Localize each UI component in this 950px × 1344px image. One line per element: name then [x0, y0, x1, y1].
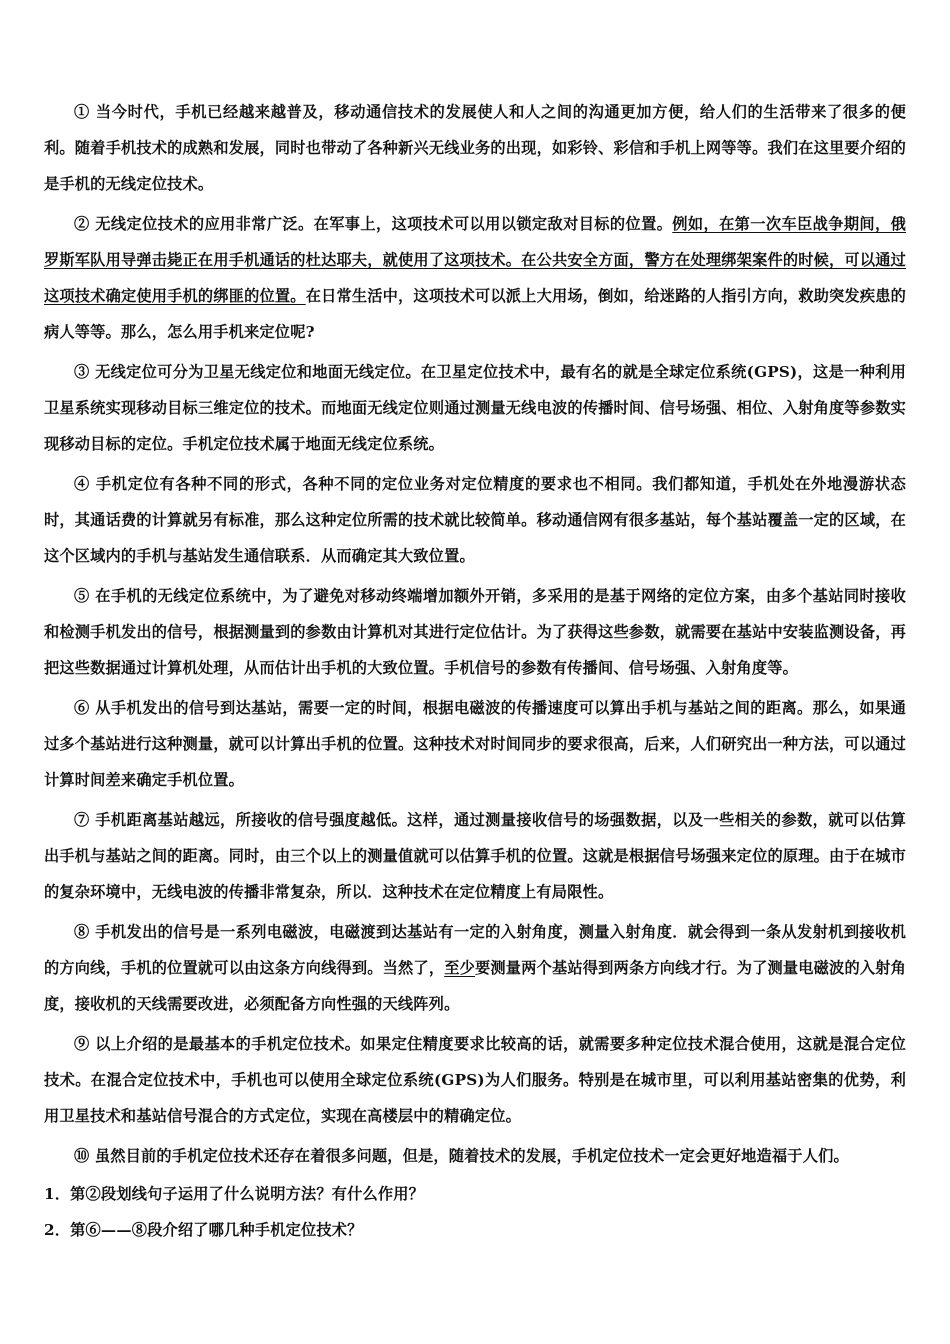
- paragraph-2-underlined-sentence: 例如，在第一次车臣战争期间，俄罗斯军队用导弹击毙正在用手机通话的杜达耶夫，就使用了这项技术。在公共安全方面，警方在处理绑架案件的时候，可以通过这项技术确定使用手机的绑匪的位置。: [44, 215, 907, 305]
- paragraph-4: ④ 手机定位有各种不同的形式，各种不同的定位业务对定位精度的要求也不相同。我们都知道，手机处在外地漫游状态时，其通话费的计算就另有标准，那么这种定位所需的技术就比较简单。移动通信网有很多基站，每个基站覆盖一定的区域，在这个区域内的手机与基站发生通信联系．从而确定其大致位置。: [44, 475, 906, 565]
- question-2: 2．第⑥——⑧段介绍了哪几种手机定位技术？: [44, 1221, 363, 1239]
- paragraph-8: [44, 914, 906, 1022]
- paragraph-10: ⑩ 虽然目前的手机定位技术还存在着很多问题，但是，随着技术的发展，手机定位技术一定会更好地造福于人们。: [74, 1147, 849, 1165]
- question-1: 1．第②段划线句子运用了什么说明方法？有什么作用？: [44, 1185, 425, 1203]
- paragraph-2: [44, 206, 906, 350]
- paragraph-5: ⑤ 在手机的无线定位系统中，为了避免对移动终端增加额外开销，多采用的是基于网络的定位方案，由多个基站同时接收和检测手机发出的信号，根据测量到的参数由计算机对其进行定位估计。为了获得这些参数，就需要在基站中安装监测设备，再把这些数据通过计算机处理，从而估计出手机的大致位置。手机信号的参数有传播间、信号场强、入射角度等。: [44, 587, 906, 677]
- paragraph-2-text-b: 在日常生活中，这项技术可以派上大用场，倒如，给迷路的人指引方向，救助突发疾患的病人等等。那么，怎么用手机来定位呢?: [44, 287, 906, 341]
- paragraph-1: ① 当今时代，手机已经越来越普及，移动通信技术的发展使人和人之间的沟通更加方便，给人们的生活带来了很多的便利。随着手机技术的成熟和发展，同时也带动了各种新兴无线业务的出现，如彩铃、彩信和手机上网等等。我们在这里要介绍的是手机的无线定位技术。: [44, 103, 906, 193]
- paragraph-7: ⑦ 手机距离基站越远，所接收的信号强度越低。这样，通过测量接收信号的场强数据，以及一些相关的参数，就可以估算出手机与基站之间的距离。同时，由三个以上的测量值就可以估算手机的位置。这就是根据信号场强来定位的原理。由于在城市的复杂环境中，无线电波的传播非常复杂，所以．这种技术在定位精度上有局限性。: [44, 811, 906, 901]
- paragraph-8-text-a: ⑧ 手机发出的信号是一系列电磁波，电磁渡到达基站有一定的入射角度，测量入射角度．就会得到一条从发射机到接收机的方向线，手机的位置就可以由这条方向线得到。当然了，: [44, 923, 906, 977]
- paragraph-2-text-a: ② 无线定位技术的应用非常广泛。在军事上，这项技术可以用以锁定敌对目标的位置。: [74, 215, 673, 233]
- paragraph-3: ③ 无线定位可分为卫星无线定位和地面无线定位。在卫星定位技术中，最有名的就是全球定位系统(GPS)，这是一种利用卫星系统实现移动目标三维定位的技术。而地面无线定位则通过测量无线电波的传播时间、信号场强、相位、入射角度等参数实现移动目标的定位。手机定位技术属于地面无线定位系统。: [44, 363, 906, 453]
- paragraph-9: ⑨ 以上介绍的是最基本的手机定位技术。如果定住精度要求比较高的话，就需要多种定位技术混合使用，这就是混合定位技术。在混合定位技术中，手机也可以使用全球定位系统(GPS)为人们服务。特别是在城市里，可以利用基站密集的优势，利用卫星技术和基站信号混合的方式定位，实现在高楼层中的精确定位。: [44, 1035, 906, 1125]
- paragraph-6: ⑥ 从手机发出的信号到达基站，需要一定的时间，根据电磁波的传播速度可以算出手机与基站之间的距离。那么，如果通过多个基站进行这种测量，就可以计算出手机的位置。这种技术对时间同步的要求很高，后来，人们研究出一种方法，可以通过计算时间差来确定手机位置。: [44, 699, 906, 789]
- paragraph-8-underlined-word: 至少: [444, 959, 476, 977]
- paragraph-8-text-b: 要测量两个基站得到两条方向线才行。为了测量电磁波的入射角度，接收机的天线需要改进，必须配备方向性强的天线阵列。: [44, 959, 907, 1013]
